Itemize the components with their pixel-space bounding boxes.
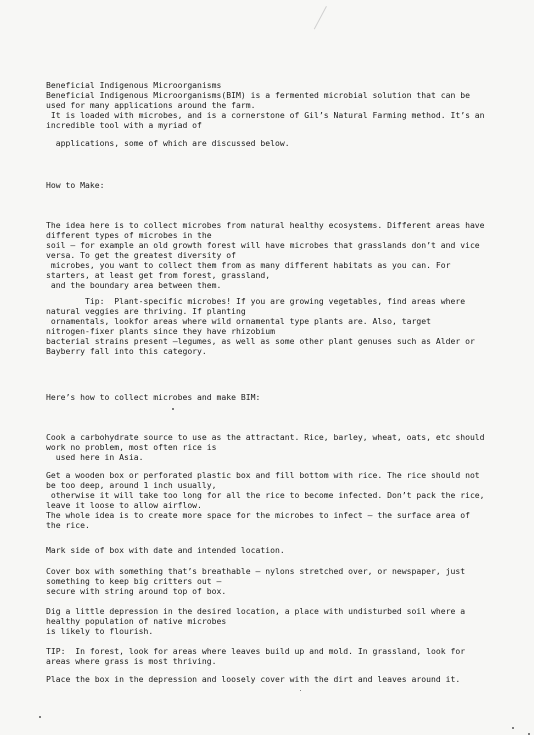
text-line: used for many applications around the farm. [46,100,256,110]
text-line: secure with string around top of box. [46,586,227,596]
text-line: Beneficial Indigenous Microorganisms(BIM) is a fermented microbial solution that can be [46,90,470,100]
text-line: applications, some of which are discussed below. [46,138,290,148]
scan-speck [39,716,41,718]
document-title: Beneficial Indigenous Microorganisms [46,80,222,90]
text-line: Tip: Plant-specific microbes! If you are growing vegetables, find areas where [46,296,466,306]
text-line: versa. To get the greatest diversity of [46,250,237,260]
text-line: starters, at least get from forest, grassland, [46,270,271,280]
text-line: TIP: In forest, look for areas where leaves build up and mold. In grassland, look for [46,646,466,656]
scan-speck [512,727,514,729]
text-line: areas where grass is most thriving. [46,656,217,666]
text-line: Get a wooden box or perforated plastic box and fill bottom with rice. The rice should not [46,470,480,480]
text-line: Place the box in the depression and loosely cover with the dirt and leaves around it. [46,674,461,684]
text-line: microbes, you want to collect them from as many different habitats as you can. For [46,260,451,270]
scan-speck [300,690,301,691]
text-line: and the boundary area between them. [46,280,222,290]
text-line: the rice. [46,520,90,530]
text-line: otherwise it will take too long for all the rice to become infected. Don’t pack the rice, [46,490,485,500]
text-line: nitrogen-fixer plants since they have rhizobium [46,326,276,336]
text-line: How to Make: [46,180,105,190]
text-line: something to keep big critters out – [46,576,222,586]
text-line: The whole idea is to create more space for the microbes to infect – the surface area of [46,510,470,520]
scan-speck [172,408,174,410]
text-line: Dig a little depression in the desired location, a place with undisturbed soil where a [46,606,466,616]
text-line: be too deep, around 1 inch usually, [46,480,217,490]
text-line: bacterial strains present –legumes, as well as some other plant genuses such as Alder or [46,336,475,346]
text-line: healthy population of native microbes [46,616,227,626]
text-line: leave it loose to allow airflow. [46,500,202,510]
text-line: used here in Asia. [46,452,144,462]
text-line: Mark side of box with date and intended location. [46,545,285,555]
text-line: work no problem, most often rice is [46,442,217,452]
text-line: ornamentals, lookfor areas where wild ornamental type plants are. Also, target [46,316,431,326]
text-line: different types of microbes in the [46,230,212,240]
text-line: Bayberry fall into this category. [46,346,207,356]
text-line: The idea here is to collect microbes from natural healthy ecosystems. Different areas have [46,220,485,230]
text-line: Here’s how to collect microbes and make BIM: [46,392,261,402]
text-line: incredible tool with a myriad of [46,120,202,130]
text-line: natural veggies are thriving. If planting [46,306,246,316]
text-line: soil – for example an old growth forest will have microbes that grasslands don’t and vice [46,240,480,250]
text-line: It is loaded with microbes, and is a cornerstone of Gil’s Natural Farming method. It’s an [46,110,485,120]
text-line: is likely to flourish. [46,626,154,636]
text-line: Cover box with something that’s breathable – nylons stretched over, or newspaper, just [46,566,466,576]
scan-scratch [314,6,327,29]
text-line: Cook a carbohydrate source to use as the attractant. Rice, barley, wheat, oats, etc should [46,432,485,442]
